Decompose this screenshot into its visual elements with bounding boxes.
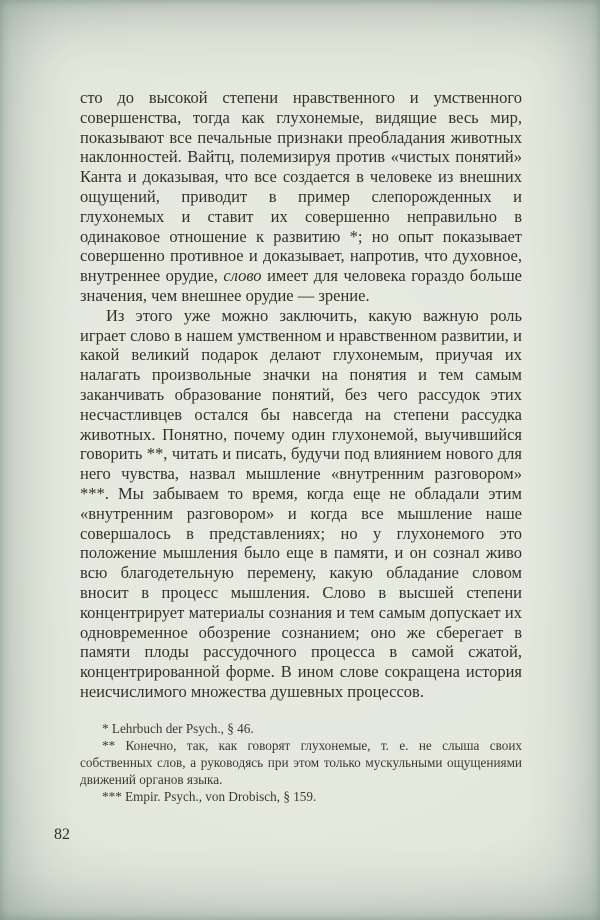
footnote: * Lehrbuch der Psych., § 46. <box>102 720 254 736</box>
footnotes-section <box>80 720 522 806</box>
body-paragraph: Из этого уже можно заключить, какую важную роль играет слово в нашем умственном и нравственном развитии, и какой великий подарок делают глухонемым, приучая их налагать произвольные значки на понятия и тем самым заканчивать образование понятий, без чего рассудок этих несчастливцев остался бы навсегда на степени рассудка животных. Понятно, почему один глухонемой, выучившийся говорить **, читать и писать, будучи под влиянием нового для него чувства, назвал мышление «внутренним разговором» ***. Мы забываем то время, когда еще не обладали этим «внутренним разговором» и когда все мышление наше совершалось в представлениях; но у глухонемого это положение мышления было еще в памяти, и он сознал живо всю благодетельную перемену, какую обладание словом вносит в процесс мышления. Слово в высшей степени концентрирует материалы сознания и тем самым допускает их одновременное обозрение сознанием; оно же сберегает в памяти плоды рассудочного процесса в самой сжатой, концентрированной форме. В ином слове сокращена история неисчислимого множества душевных процессов. <box>80 305 522 701</box>
italic-emphasis-word: слово <box>223 266 262 286</box>
page-text-block <box>80 88 522 805</box>
body-paragraph <box>80 88 522 306</box>
paragraph-text: имеет для человека гораздо больше значения, чем внешнее орудие — зрение. <box>80 266 522 305</box>
footnote: *** Empir. Psych., von Drobisch, § 159. <box>102 789 317 805</box>
paragraph-text: сто до высокой степени нравственного и умственного совершенства, тогда как глухонемые, видящие весь мир, показывают все печальные признаки преобладания животных наклонностей. Вайтц, полемизируя против «чистых понятий» Канта и доказывая, что все создается в человеке из внешних ощущений, приводит в пример слепорожденных и глухонемых и ставит их совершенно неправильно в одинаковое отношение к развитию *; но опыт показывает совершенно противное и доказывает, напротив, что духовное, внутреннее орудие, <box>80 88 522 286</box>
footnote: ** Конечно, так, как говорят глухонемые, т. е. не слыша своих собственных слов, а руководясь при этом только мускульными ощущениями движений органов языка. <box>80 737 522 788</box>
page-number: 82 <box>54 826 70 843</box>
